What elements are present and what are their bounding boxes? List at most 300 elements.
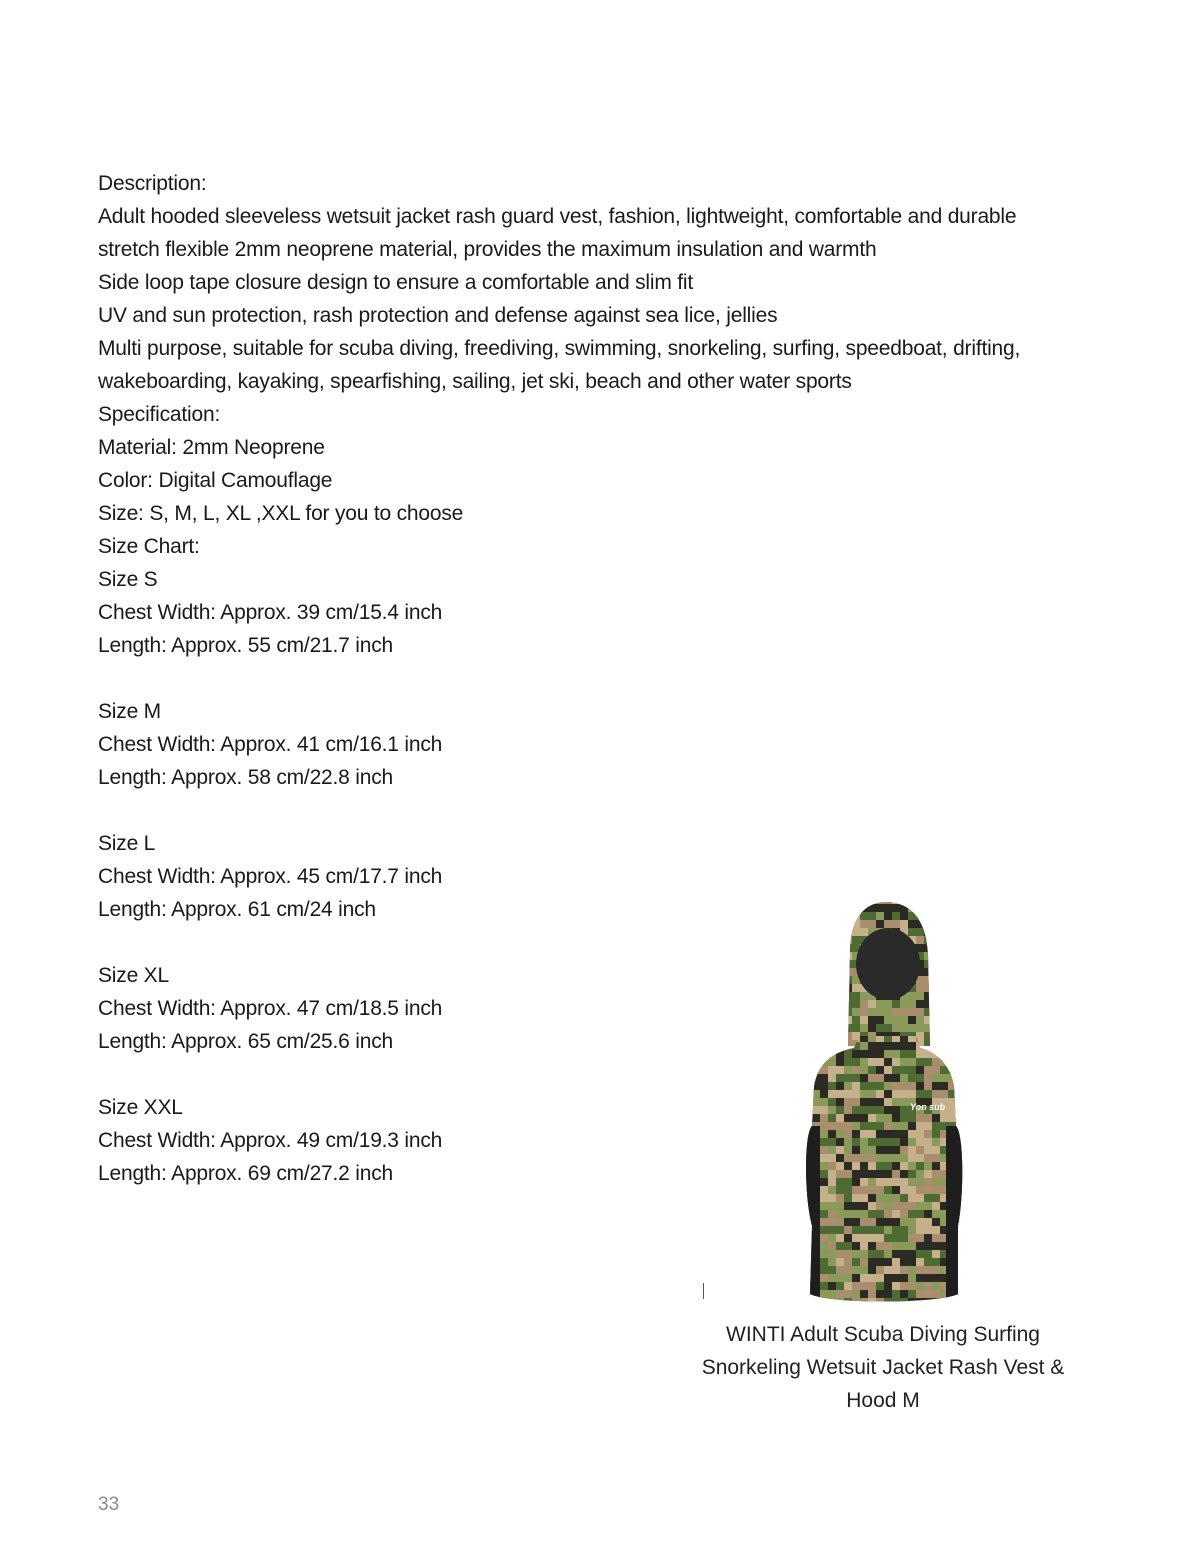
camo-pixel: [868, 1290, 876, 1298]
camo-pixel: [828, 1178, 836, 1186]
camo-pixel: [836, 1146, 844, 1154]
camo-pixel: [844, 1242, 852, 1250]
camo-pixel: [956, 1008, 972, 1016]
camo-pixel: [852, 984, 860, 992]
camo-pixel: [820, 1138, 836, 1146]
camo-pixel: [844, 1258, 852, 1266]
camo-pixel: [796, 1282, 804, 1290]
camo-pixel: [956, 1090, 978, 1098]
camo-pixel: [948, 920, 964, 928]
description-heading: Description:: [98, 172, 207, 195]
camo-pixel: [788, 1202, 796, 1210]
camo-pixel: [956, 1040, 964, 1048]
camo-pixel: [788, 1016, 796, 1024]
camo-pixel: [844, 1008, 852, 1016]
camo-pixel: [916, 928, 924, 936]
camo-pixel: [924, 1194, 940, 1202]
camo-pixel: [804, 896, 828, 904]
camo-pixel: [812, 960, 828, 968]
camo-pixel: [884, 1186, 892, 1194]
camo-pixel: [852, 1282, 860, 1290]
camo-pixel: [820, 928, 844, 936]
camo-pixel: [948, 1032, 972, 1040]
camo-pixel: [788, 1098, 812, 1106]
camo-pixel: [948, 928, 956, 936]
camo-pixel: [828, 1202, 844, 1210]
camo-pixel: [820, 1050, 828, 1058]
camo-pixel: [932, 952, 948, 960]
camo-pixel: [900, 920, 908, 928]
camo-pixel: [860, 1282, 876, 1290]
camo-pixel: [852, 896, 860, 904]
camo-pixel: [932, 984, 940, 992]
camo-pixel: [908, 1218, 916, 1226]
camo-pixel: [820, 1008, 836, 1016]
camo-pixel: [820, 960, 844, 968]
camo-pixel: [828, 1042, 836, 1050]
camo-pixel: [932, 1016, 956, 1024]
camo-pixel: [956, 984, 978, 992]
camo-pixel: [972, 1298, 978, 1306]
camo-pixel: [964, 1154, 978, 1162]
camo-pixel: [852, 1258, 860, 1266]
camo-pixel: [940, 1034, 948, 1042]
spec-size: Size: S, M, L, XL ,XXL for you to choose: [98, 502, 464, 525]
camo-pixel: [964, 1170, 972, 1178]
camo-pixel: [788, 1024, 804, 1032]
size-chest: Chest Width: Approx. 47 cm/18.5 inch: [98, 997, 443, 1020]
camo-pixel: [788, 1000, 796, 1008]
camo-pixel: [836, 1090, 852, 1098]
camo-pixel: [932, 976, 948, 984]
camo-pixel: [924, 1082, 932, 1090]
camo-pixel: [972, 1074, 978, 1082]
camo-pixel: [804, 1106, 828, 1114]
camo-pixel: [804, 1016, 820, 1024]
camo-pixel: [964, 1098, 978, 1106]
spacer: [98, 794, 1108, 827]
camo-pixel: [972, 1146, 978, 1154]
camo-pixel: [940, 944, 956, 952]
camo-pixel: [836, 992, 844, 1000]
camo-pixel: [900, 1298, 908, 1306]
camo-pixel: [972, 1034, 978, 1042]
camo-pixel: [892, 1290, 900, 1298]
hood-face-opening: [856, 928, 920, 1000]
camo-pixel: [916, 904, 932, 912]
camo-pixel: [820, 1058, 828, 1066]
camo-pixel: [836, 1008, 844, 1016]
camo-pixel: [932, 896, 956, 904]
camo-pixel: [788, 1146, 796, 1154]
camo-pixel: [876, 1114, 892, 1122]
camo-pixel: [892, 1170, 900, 1178]
camo-pixel: [828, 1106, 836, 1114]
camo-pixel: [972, 1024, 978, 1032]
camo-pixel: [956, 1058, 978, 1066]
camo-pixel: [932, 1122, 940, 1130]
camo-pixel: [956, 1290, 978, 1298]
camo-pixel: [836, 1026, 844, 1034]
camo-pixel: [892, 912, 900, 920]
camo-pixel: [796, 1250, 812, 1258]
camo-pixel: [836, 1114, 844, 1122]
camo-pixel: [972, 1130, 978, 1138]
camo-pixel: [908, 1234, 924, 1242]
camo-pixel: [828, 1008, 836, 1016]
camo-pixel: [972, 968, 978, 976]
camo-pixel: [916, 1186, 932, 1194]
camo-pixel: [900, 1202, 908, 1210]
camo-pixel: [804, 1008, 820, 1016]
camo-pixel: [820, 1040, 828, 1048]
size-chest: Chest Width: Approx. 41 cm/16.1 inch: [98, 733, 443, 756]
camo-pixel: [828, 992, 852, 1000]
camo-pixel: [892, 1058, 900, 1066]
camo-pixel: [972, 952, 978, 960]
camo-pixel: [852, 1234, 868, 1242]
camo-pixel: [932, 1040, 956, 1048]
camo-pixel: [812, 896, 820, 904]
camo-pixel: [820, 1226, 844, 1234]
camo-pixel: [892, 1024, 916, 1032]
camo-pixel: [844, 1032, 852, 1040]
camo-pixel: [964, 936, 972, 944]
camo-pixel: [972, 984, 978, 992]
camo-pixel: [828, 976, 844, 984]
camo-pixel: [916, 1226, 940, 1234]
camo-pixel: [932, 936, 956, 944]
camo-pixel: [788, 1050, 796, 1058]
camo-pixel: [932, 1074, 940, 1082]
camo-pixel: [972, 1186, 978, 1194]
camo-pixel: [804, 936, 828, 944]
camo-pixel: [828, 904, 836, 912]
camo-pixel: [924, 1040, 940, 1048]
camo-pixel: [932, 1282, 940, 1290]
camo-pixel: [876, 1298, 884, 1306]
camo-pixel: [788, 1186, 804, 1194]
camo-pixel: [908, 1170, 916, 1178]
camo-pixel: [804, 1298, 820, 1306]
camo-pixel: [916, 1266, 940, 1274]
camo-pixel: [972, 1282, 978, 1290]
camo-pixel: [932, 1008, 956, 1016]
camo-pixel: [956, 936, 978, 944]
camo-pixel: [892, 1122, 908, 1130]
camo-pixel: [860, 1042, 868, 1050]
camo-pixel: [940, 1026, 964, 1034]
camo-pixel: [804, 984, 828, 992]
camo-pixel: [956, 928, 964, 936]
camo-pixel: [932, 904, 956, 912]
camo-pixel: [828, 1000, 852, 1008]
camo-pixel: [940, 928, 956, 936]
camo-pixel: [948, 1058, 956, 1066]
camo-pixel: [852, 1162, 860, 1170]
camo-pixel: [796, 1114, 804, 1122]
camo-pixel: [844, 1098, 860, 1106]
camo-pixel: [972, 1226, 978, 1234]
camo-pixel: [820, 1130, 828, 1138]
camo-pixel: [892, 1282, 900, 1290]
camo-pixel: [844, 1050, 852, 1058]
camo-pixel: [964, 984, 972, 992]
camo-pixel: [972, 1026, 978, 1034]
camo-pixel: [972, 1122, 978, 1130]
camo-pixel: [972, 1082, 978, 1090]
camo-pixel: [932, 1032, 940, 1040]
camo-pixel: [788, 1042, 804, 1050]
size-chest: Chest Width: Approx. 39 cm/15.4 inch: [98, 601, 443, 624]
camo-pixel: [788, 1008, 796, 1016]
camo-pixel: [844, 1154, 860, 1162]
camo-pixel: [932, 1000, 956, 1008]
camo-pixel: [852, 1266, 868, 1274]
camo-pixel: [804, 928, 820, 936]
camo-pixel: [876, 1210, 884, 1218]
camo-pixel: [964, 1024, 978, 1032]
camo-pixel: [868, 1178, 876, 1186]
camo-pixel: [796, 912, 804, 920]
camo-pixel: [844, 1290, 852, 1298]
camo-pixel: [860, 1274, 884, 1282]
camo-pixel: [788, 1122, 804, 1130]
camo-pixel: [876, 1266, 884, 1274]
camo-pixel: [836, 1242, 844, 1250]
camo-pixel: [932, 1050, 940, 1058]
camo-pixel: [956, 1098, 972, 1106]
camo-pixel: [828, 1162, 836, 1170]
camo-pixel: [964, 1026, 978, 1034]
camo-pixel: [916, 1290, 940, 1298]
camo-pixel: [836, 1234, 844, 1242]
camo-pixel: [828, 984, 836, 992]
camo-pixel: [892, 1098, 908, 1106]
camo-pixel: [820, 1170, 828, 1178]
size-length: Length: Approx. 61 cm/24 inch: [98, 898, 376, 921]
camo-pixel: [900, 1242, 916, 1250]
camo-pixel: [972, 1090, 978, 1098]
camo-pixel: [868, 1008, 892, 1016]
camo-pixel: [804, 1082, 812, 1090]
camo-pixel: [796, 928, 820, 936]
camo-pixel: [892, 1258, 900, 1266]
camo-pixel: [916, 896, 932, 904]
camo-pixel: [836, 1178, 852, 1186]
camo-pixel: [884, 1250, 892, 1258]
camo-pixel: [844, 1298, 852, 1306]
camo-pixel: [964, 912, 978, 920]
camo-pixel: [788, 936, 812, 944]
camo-pixel: [972, 1242, 978, 1250]
camo-pixel: [948, 944, 972, 952]
camo-pixel: [956, 1034, 964, 1042]
camo-pixel: [964, 1298, 978, 1306]
camo-pixel: [868, 1058, 884, 1066]
camo-pixel: [908, 904, 916, 912]
camo-pixel: [900, 896, 908, 904]
camo-pixel: [916, 1024, 940, 1032]
description-line: stretch flexible 2mm neoprene material, provides the maximum insulation and warmth: [98, 238, 877, 261]
size-chest: Chest Width: Approx. 49 cm/19.3 inch: [98, 1129, 443, 1152]
camo-pixel: [828, 1082, 836, 1090]
product-caption: [690, 1318, 1076, 1417]
camo-pixel: [964, 1146, 978, 1154]
camo-pixel: [860, 1082, 884, 1090]
camo-pixel: [844, 1000, 860, 1008]
camo-pixel: [828, 952, 836, 960]
size-length: Length: Approx. 65 cm/25.6 inch: [98, 1030, 393, 1053]
camo-pixel: [788, 896, 804, 904]
camo-pixel: [964, 1130, 978, 1138]
camo-pixel: [956, 1106, 972, 1114]
camo-pixel: [828, 1122, 836, 1130]
camo-pixel: [972, 896, 978, 904]
camo-pixel: [940, 1042, 964, 1050]
camo-pixel: [836, 952, 852, 960]
camo-pixel: [972, 1202, 978, 1210]
camo-pixel: [948, 1082, 964, 1090]
camo-pixel: [804, 1114, 812, 1122]
camo-pixel: [956, 1024, 964, 1032]
camo-pixel: [844, 904, 852, 912]
description-line: Multi purpose, suitable for scuba diving, freediving, swimming, snorkeling, surfing, speedboat, drifting,: [98, 337, 1021, 360]
camo-pixel: [924, 952, 948, 960]
camo-pixel: [788, 1234, 796, 1242]
camo-pixel: [948, 1008, 972, 1016]
camo-pixel: [964, 1274, 978, 1282]
camo-pixel: [956, 960, 964, 968]
camo-pixel: [972, 936, 978, 944]
camo-pixel: [900, 1000, 916, 1008]
camo-pixel: [860, 1178, 868, 1186]
camo-pixel: [796, 1040, 804, 1048]
camo-pixel: [916, 1138, 924, 1146]
camo-pixel: [940, 1008, 948, 1016]
camo-pixel: [804, 920, 820, 928]
camo-pixel: [964, 1066, 972, 1074]
camo-pixel: [948, 936, 972, 944]
camo-pixel: [924, 960, 932, 968]
camo-pixel: [820, 1042, 836, 1050]
camo-pixel: [932, 1138, 940, 1146]
camo-pixel: [796, 1066, 804, 1074]
camo-pixel: [812, 1298, 828, 1306]
camo-pixel: [956, 1042, 978, 1050]
camo-pixel: [788, 952, 804, 960]
camo-pixel: [836, 912, 860, 920]
camo-pixel: [916, 1114, 932, 1122]
camo-pixel: [964, 1258, 978, 1266]
spec-color: Color: Digital Camouflage: [98, 469, 333, 492]
camo-pixel: [796, 1024, 812, 1032]
camo-pixel: [916, 912, 932, 920]
camo-pixel: [788, 1282, 804, 1290]
camo-pixel: [796, 1048, 804, 1056]
camo-pixel: [876, 896, 892, 904]
camo-pixel: [836, 1186, 852, 1194]
description-line: Side loop tape closure design to ensure a comfortable and slim fit: [98, 271, 693, 294]
camo-pixel: [964, 1290, 978, 1298]
camo-pixel: [876, 1162, 892, 1170]
camo-pixel: [932, 920, 948, 928]
camo-pixel: [836, 1074, 860, 1082]
camo-pixel: [788, 1242, 804, 1250]
camo-pixel: [908, 1050, 916, 1058]
camo-pixel: [956, 992, 972, 1000]
camo-pixel: [844, 1058, 860, 1066]
camo-pixel: [860, 1122, 884, 1130]
camo-pixel: [972, 1058, 978, 1066]
camo-pixel: [796, 1090, 820, 1098]
size-length: Length: Approx. 55 cm/21.7 inch: [98, 634, 393, 657]
camo-pixel: [964, 1178, 978, 1186]
camo-pixel: [828, 1016, 852, 1024]
camo-pixel: [972, 1050, 978, 1058]
camo-pixel: [892, 896, 900, 904]
camo-pixel: [900, 1234, 908, 1242]
camo-pixel: [900, 1146, 908, 1154]
camo-pixel: [924, 920, 948, 928]
camo-pixel: [804, 992, 820, 1000]
camo-pixel: [916, 1218, 932, 1226]
camo-pixel: [844, 896, 860, 904]
camo-pixel: [964, 1242, 978, 1250]
camo-pixel: [972, 1138, 978, 1146]
camo-pixel: [900, 1154, 908, 1162]
camo-pixel: [868, 1218, 876, 1226]
camo-pixel: [964, 1138, 978, 1146]
camo-pixel: [956, 1066, 964, 1074]
camo-pixel: [932, 1234, 948, 1242]
camo-pixel: [820, 944, 836, 952]
camo-pixel: [788, 928, 804, 936]
camo-pixel: [892, 1082, 916, 1090]
camo-pixel: [924, 984, 932, 992]
camo-pixel: [892, 1016, 900, 1024]
camo-pixel: [820, 1202, 828, 1210]
camo-pixel: [796, 1258, 804, 1266]
camo-pixel: [924, 976, 948, 984]
camo-pixel: [796, 992, 804, 1000]
camo-pixel: [852, 928, 868, 936]
camo-pixel: [788, 1250, 796, 1258]
spacer: [98, 662, 1108, 695]
camo-pixel: [932, 1034, 956, 1042]
camo-pixel: [820, 992, 828, 1000]
camo-pixel: [788, 1298, 812, 1306]
camo-pixel: [964, 976, 978, 984]
camo-pixel: [940, 1050, 964, 1058]
camo-pixel: [932, 912, 956, 920]
camo-pixel: [884, 1138, 900, 1146]
camo-pixel: [788, 1226, 804, 1234]
camo-pixel: [836, 1170, 852, 1178]
camo-pixel: [940, 1114, 964, 1122]
camo-pixel: [876, 1074, 884, 1082]
camo-pixel: [940, 1000, 948, 1008]
camo-pixel: [820, 952, 828, 960]
camo-pixel: [964, 1122, 972, 1130]
camo-pixel: [956, 1000, 972, 1008]
camo-pixel: [812, 968, 836, 976]
camo-pixel: [860, 920, 876, 928]
camo-pixel: [884, 1082, 892, 1090]
camo-pixel: [852, 1090, 860, 1098]
camo-pixel: [908, 1146, 916, 1154]
camo-pixel: [796, 936, 804, 944]
